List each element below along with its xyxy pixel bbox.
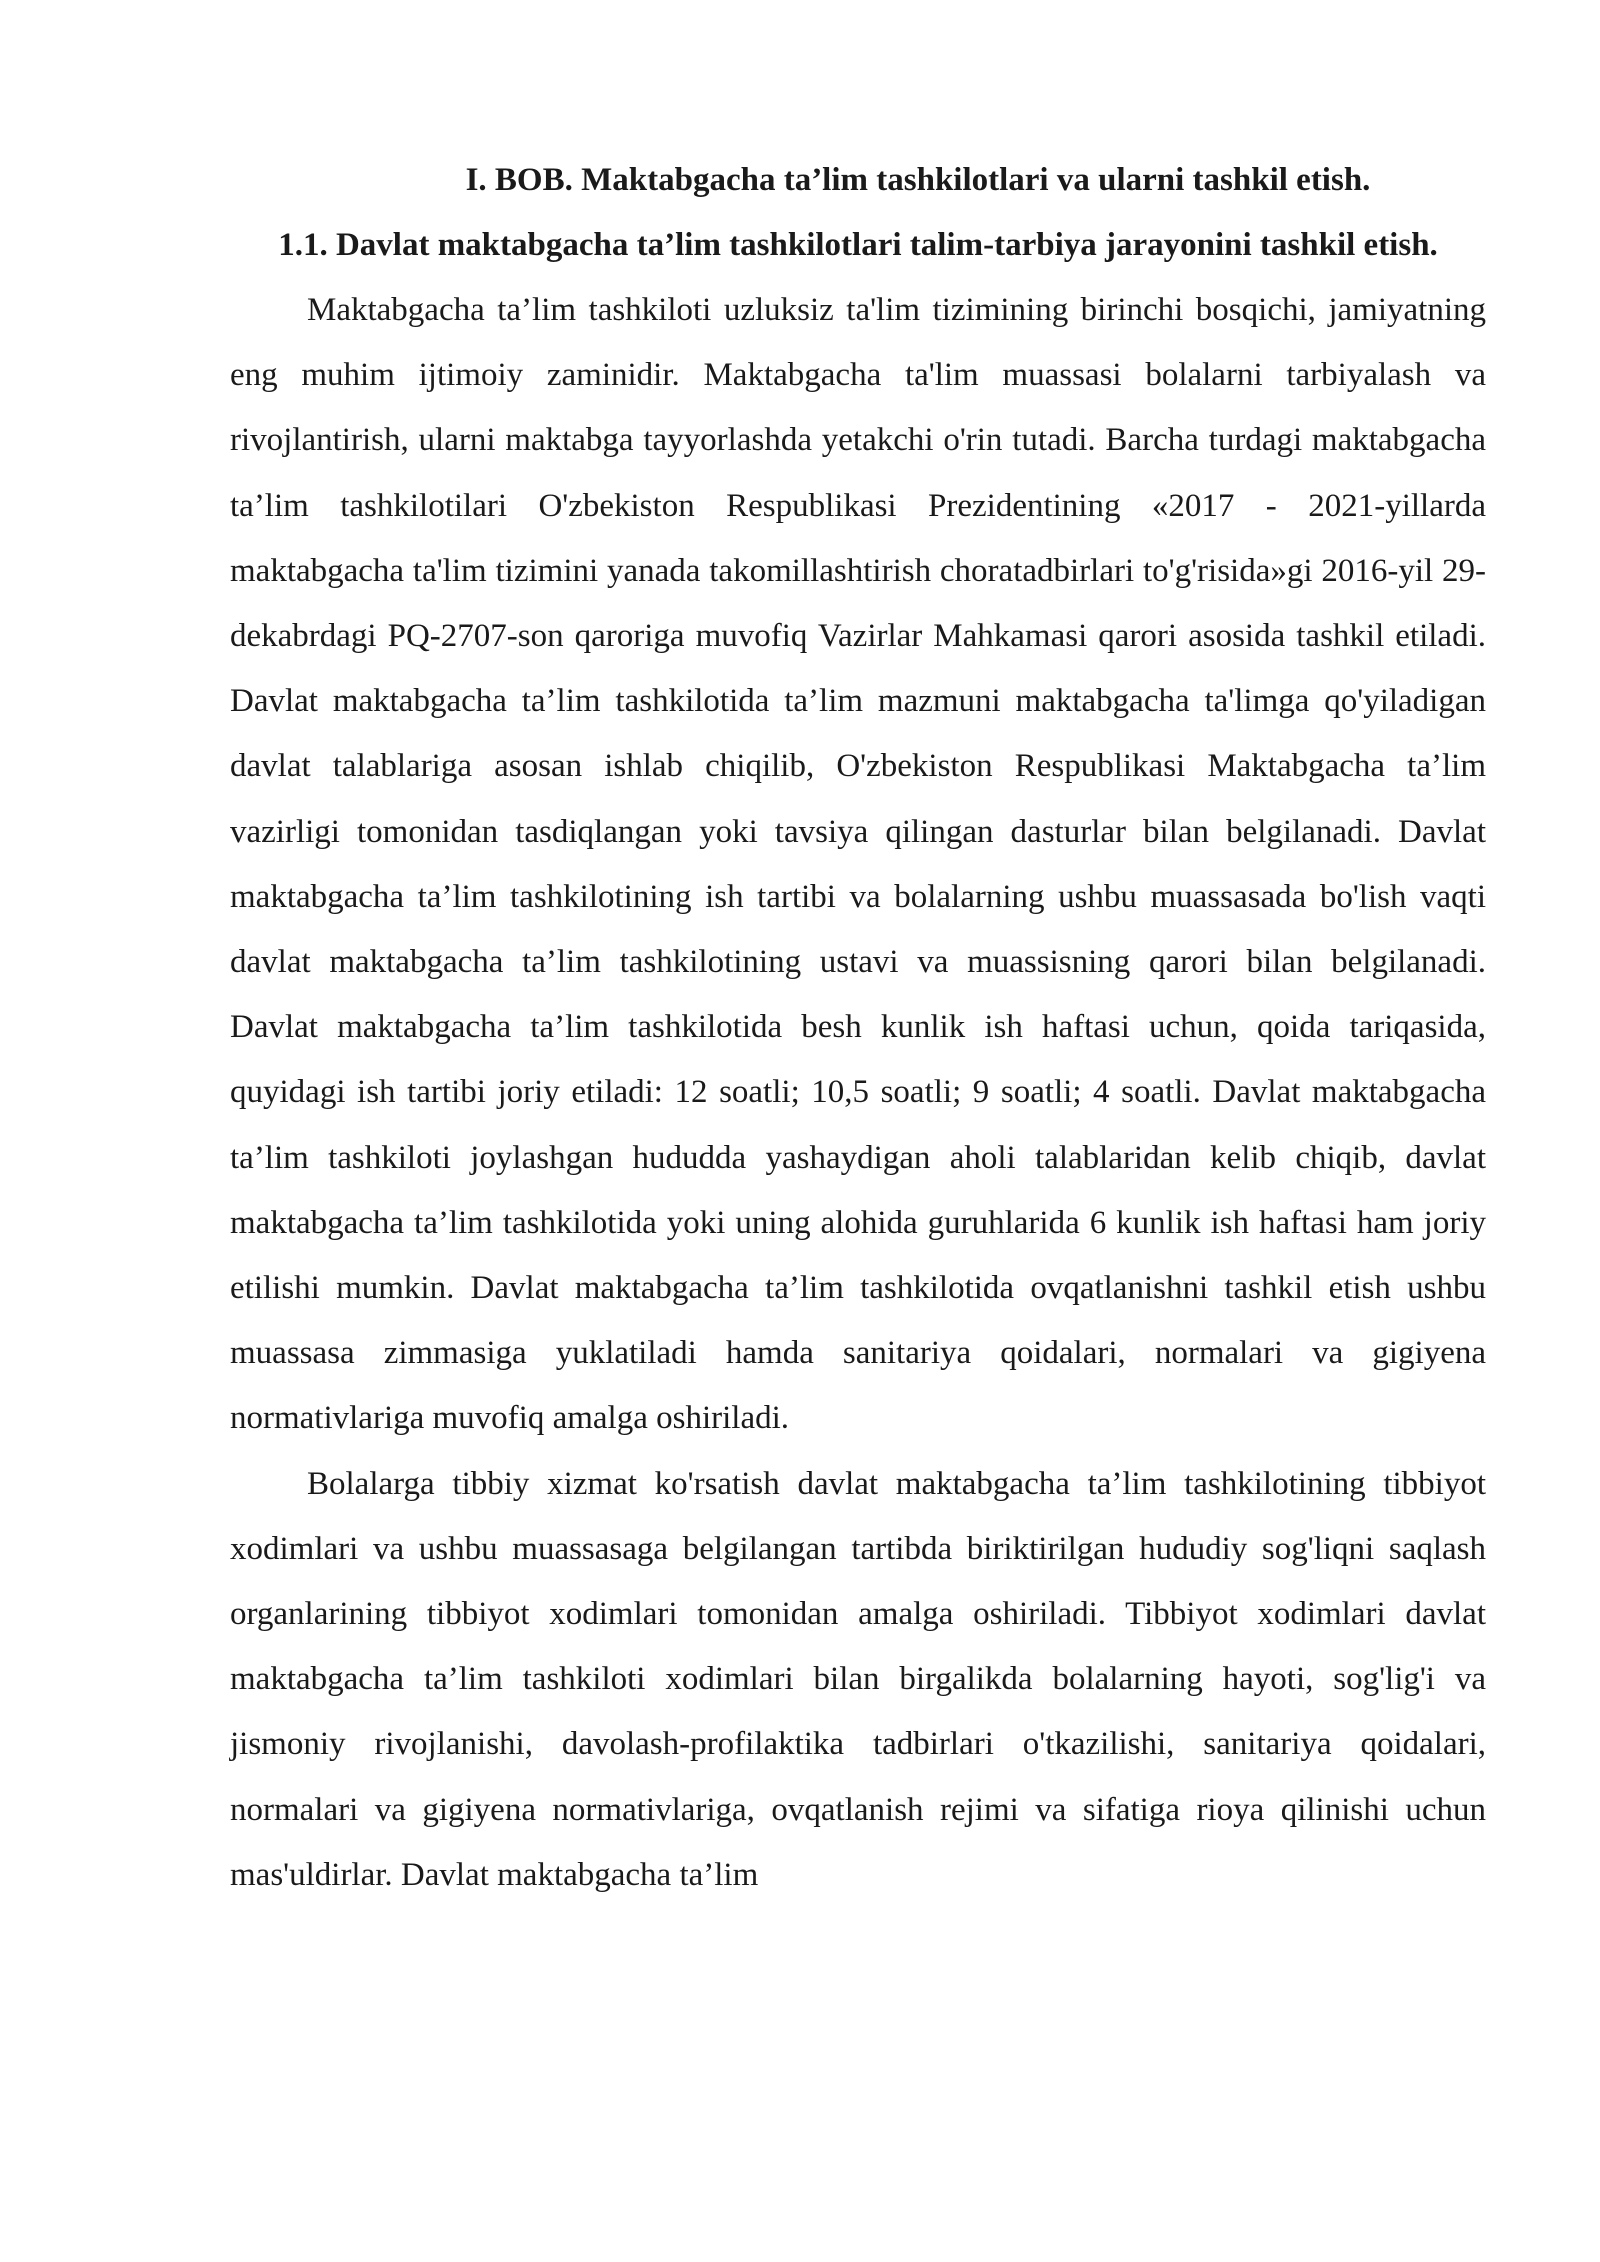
section-title: 1.1. Davlat maktabgacha ta’lim tashkilotlari talim-tarbiya jarayonini tashkil etish. <box>278 227 1438 263</box>
paragraph-1: Maktabgacha ta’lim tashkiloti uzluksiz ta'lim tizimining birinchi bosqichi, jamiyatning eng muhim ijtimoiy zaminidir. Maktabgacha ta'lim muassasi bolalarni tarbiyalash va rivojlantirish, ularni maktabga tayyorlashda yetakchi o'rin tutadi. Barcha turdagi maktabgacha ta’lim tashkilotilari O'zbekiston Respublikasi Prezidentining «2017 - 2021-yillarda maktabgacha ta'lim tizimini yanada takomillashtirish choratadbirlari to'g'risida»gi 2016-yil 29-dekabrdagi PQ-2707-son qaroriga muvofiq Vazirlar Mahkamasi qarori asosida tashkil etiladi. Davlat maktabgacha ta’lim tashkilotida ta’lim mazmuni maktabgacha ta'limga qo'yiladigan davlat talablariga asosan ishlab chiqilib, O'zbekiston Respublikasi Maktabgacha ta’lim vazirligi tomonidan tasdiqlangan yoki tavsiya qilingan dasturlar bilan belgilanadi. Davlat maktabgacha ta’lim tashkilotining ish tartibi va bolalarning ushbu muassasada bo'lish vaqti davlat maktabgacha ta’lim tashkilotining ustavi va muassisning qarori bilan belgilanadi. Davlat maktabgacha ta’lim tashkilotida besh kunlik ish haftasi uchun, qoida tariqasida, quyidagi ish tartibi joriy etiladi: 12 soatli; 10,5 soatli; 9 soatli; 4 soatli. Davlat maktabgacha ta’lim tashkiloti joylashgan hududda yashaydigan aholi talablaridan kelib chiqib, davlat maktabgacha ta’lim tashkilotida yoki uning alohida guruhlarida 6 kunlik ish haftasi ham joriy etilishi mumkin. Davlat maktabgacha ta’lim tashkilotida ovqatlanishni tashkil etish ushbu muassasa zimmasiga yuklatiladi hamda sanitariya qoidalari, normalari va gigiyena normativlariga muvofiq amalga oshiriladi. <box>230 292 1486 1437</box>
paragraph-2: Bolalarga tibbiy xizmat ko'rsatish davlat maktabgacha ta’lim tashkilotining tibbiyot xodimlari va ushbu muassasaga belgilangan tartibda biriktirilgan hududiy sog'liqni saqlash organlarining tibbiyot xodimlari tomonidan amalga oshiriladi. Tibbiyot xodimlari davlat maktabgacha ta’lim tashkiloti xodimlari bilan birgalikda bolalarning hayoti, sog'lig'i va jismoniy rivojlanishi, davolash-profilaktika tadbirlari o'tkazilishi, sanitariya qoidalari, normalari va gigiyena normativlariga, ovqatlanish rejimi va sifatiga rioya qilinishi uchun mas'uldirlar. Davlat maktabgacha ta’lim <box>230 1465 1486 1893</box>
document-body <box>230 148 1486 1908</box>
chapter-title: I. BOB. Maktabgacha ta’lim tashkilotlari va ularni tashkil etish. <box>465 162 1371 198</box>
